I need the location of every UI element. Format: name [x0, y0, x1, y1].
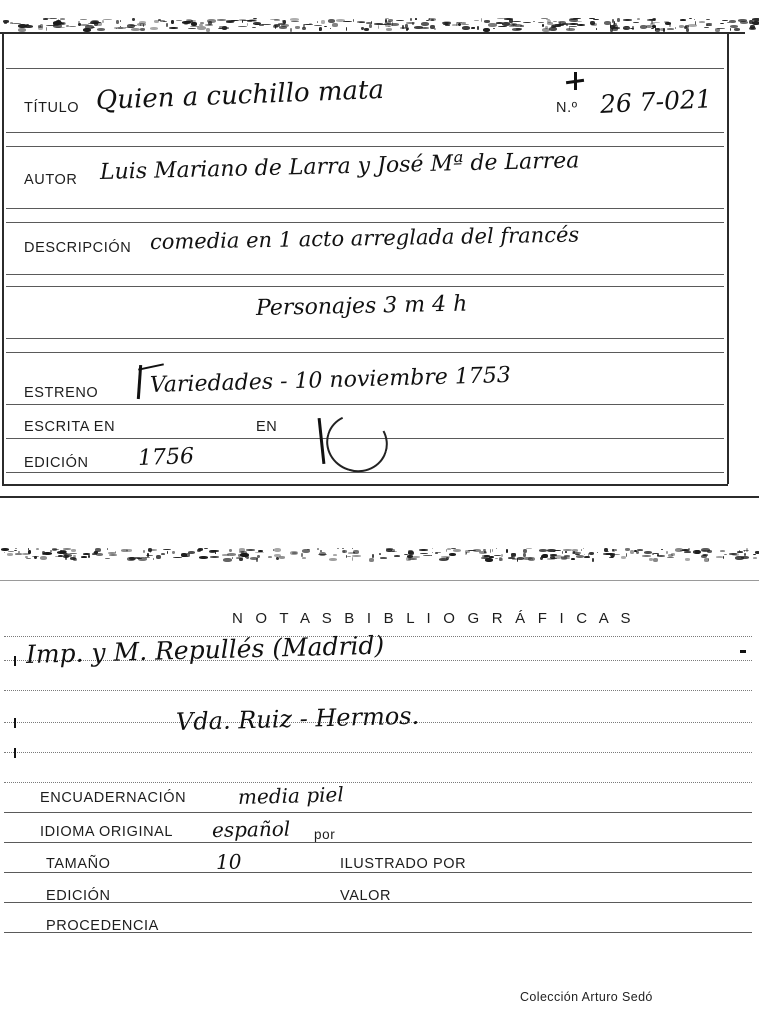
value-edicion: 1756 [137, 444, 195, 471]
label-numero: N.º [556, 100, 578, 116]
ink-mark-stroke [138, 363, 164, 370]
ink-mark-stroke [318, 418, 325, 464]
ruled-line [4, 812, 752, 813]
ruled-line [4, 690, 752, 691]
label-idioma-original: IDIOMA ORIGINAL [40, 824, 174, 840]
ruled-line [0, 580, 759, 581]
label-autor: AUTOR [24, 172, 78, 188]
catalog-card-front [0, 18, 759, 488]
card-top-edge-noise [0, 18, 759, 32]
footer-collection-credit: Colección Arturo Sedó [520, 990, 653, 1004]
label-titulo: TÍTULO [24, 100, 80, 116]
label-descripcion: DESCRIPCIÓN [24, 240, 132, 256]
label-edicion: EDICIÓN [24, 455, 89, 471]
ruled-line [4, 752, 752, 753]
ruled-line [6, 208, 724, 209]
ruled-line [6, 338, 724, 339]
ruled-line [6, 352, 724, 353]
card-frame-bottom [2, 484, 728, 486]
label-estreno: ESTRENO [24, 385, 99, 401]
ruled-line [4, 842, 752, 843]
card-back-edge-noise [0, 548, 759, 562]
card-frame-left [2, 32, 4, 484]
ruled-line [6, 274, 724, 275]
value-note-line2: Vda. Ruiz - Hermos. [175, 701, 420, 736]
ink-mark-arc [319, 406, 396, 480]
label-ilustrado-por: ILUSTRADO POR [340, 856, 467, 872]
label-valor: VALOR [340, 888, 392, 904]
ruled-line [6, 222, 724, 223]
label-encuadernacion: ENCUADERNACIÓN [40, 790, 187, 806]
value-estreno: Variedades - 10 noviembre 1753 [149, 362, 512, 398]
ink-mark-tick [14, 748, 16, 758]
value-idioma-original: español [211, 816, 291, 842]
value-descripcion: comedia en 1 acto arreglada del francés [149, 222, 580, 254]
ruled-line-right [410, 872, 752, 873]
card-frame-right [727, 32, 729, 484]
section-heading-notas-bibliograficas: N O T A S B I B L I O G R Á F I C A S [232, 610, 635, 627]
ruled-line [6, 472, 724, 473]
card-frame-top [0, 32, 745, 34]
label-escrita-en: ESCRITA EN [24, 419, 116, 435]
value-note-line1: Imp. y M. Repullés (Madrid) [25, 630, 385, 669]
catalog-card-back [0, 540, 759, 1010]
value-numero: 26 7-021 [599, 84, 713, 119]
ink-mark-dot [740, 650, 746, 653]
ink-mark-tick [14, 718, 16, 728]
value-titulo: Quien a cuchillo mata [95, 74, 385, 116]
ruled-line [4, 782, 752, 783]
label-por: por [314, 827, 336, 842]
ruled-line [6, 146, 724, 147]
card-separator-bottom [0, 496, 759, 498]
ruled-line [6, 286, 724, 287]
value-autor: Luis Mariano de Larra y José Mª de Larrea [99, 148, 580, 185]
label-tamano: TAMAÑO [46, 856, 111, 872]
label-en: EN [256, 419, 278, 435]
ruled-line [6, 404, 724, 405]
ruled-line [6, 68, 724, 69]
value-encuadernacion: media piel [237, 782, 344, 809]
ruled-line-right [410, 902, 752, 903]
ruled-line [6, 132, 724, 133]
label-procedencia: PROCEDENCIA [46, 918, 159, 934]
value-descripcion-line2: Personajes 3 m 4 h [255, 291, 468, 321]
value-tamano: 10 [215, 849, 242, 874]
label-edicion: EDICIÓN [46, 888, 111, 904]
ink-mark-cross-vertical [574, 72, 577, 90]
ink-mark-tick [14, 656, 16, 666]
